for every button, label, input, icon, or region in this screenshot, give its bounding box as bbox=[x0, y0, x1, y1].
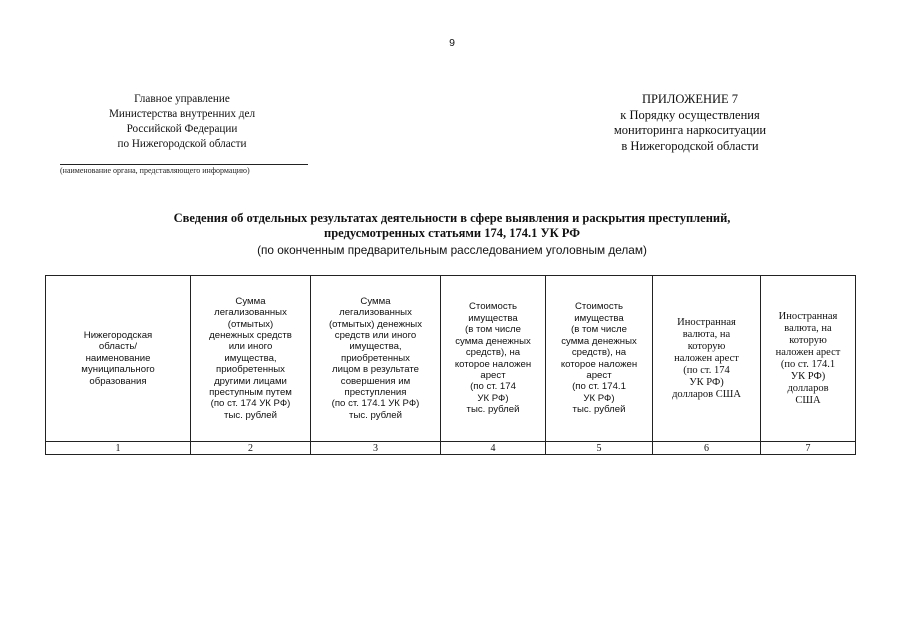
table-header-row bbox=[46, 276, 856, 442]
appendix-line: к Порядку осуществления bbox=[620, 107, 760, 122]
column-header: Стоимость имущества (в том числе сумма денежных средств), на которое наложен арест (по ст. 174 УК РФ) тыс. рублей bbox=[441, 276, 546, 442]
column-number-row bbox=[46, 442, 856, 455]
appendix-line: мониторинга наркоситуации bbox=[613, 123, 767, 137]
appendix-line: ПРИЛОЖЕНИЕ 7 bbox=[641, 92, 739, 106]
column-header: Иностранная валюта, на которую наложен арест (по ст. 174.1 УК РФ) долларов США bbox=[761, 276, 856, 442]
column-header: Сумма легализованных (отмытых) денежных средств или иного имущества, приобретенных лицом в результате совершения им преступления (по ст. 174.1 УК РФ) тыс. рублей bbox=[311, 276, 441, 442]
column-header: Нижегородская область/ наименование муниципального образования bbox=[46, 276, 191, 442]
org-line: Российской Федерации bbox=[126, 123, 238, 135]
column-number: 5 bbox=[546, 442, 653, 455]
data-table bbox=[45, 275, 856, 455]
org-caption: (наименование органа, представляющего информацию) bbox=[60, 166, 250, 175]
report-subtitle: (по оконченным предварительным расследованием уголовным делам) bbox=[257, 243, 647, 257]
column-number: 1 bbox=[46, 442, 191, 455]
page-number: 9 bbox=[449, 37, 455, 49]
column-header: Сумма легализованных (отмытых) денежных средств или иного имущества, приобретенных другими лицами преступным путем (по ст. 174 УК РФ) тыс. рублей bbox=[191, 276, 311, 442]
org-underline bbox=[60, 164, 308, 165]
org-line: Главное управление bbox=[134, 93, 230, 105]
column-number: 3 bbox=[311, 442, 441, 455]
org-line: по Нижегородской области bbox=[117, 138, 247, 150]
org-line: Министерства внутренних дел bbox=[108, 108, 256, 120]
title-line: Сведения об отдельных результатах деятельности в сфере выявления и раскрытия преступлений, bbox=[173, 211, 731, 225]
organization-name bbox=[60, 92, 304, 152]
appendix-line: в Нижегородской области bbox=[621, 138, 759, 153]
column-header: Стоимость имущества (в том числе сумма денежных средств), на которое наложен арест (по ст. 174.1 УК РФ) тыс. рублей bbox=[546, 276, 653, 442]
column-number: 2 bbox=[191, 442, 311, 455]
title-line: предусмотренных статьями 174, 174.1 УК РФ bbox=[324, 226, 580, 240]
report-title bbox=[90, 211, 814, 241]
column-header: Иностранная валюта, на которую наложен арест (по ст. 174 УК РФ) долларов США bbox=[653, 276, 761, 442]
appendix-header bbox=[574, 92, 806, 154]
column-number: 7 bbox=[761, 442, 856, 455]
column-number: 6 bbox=[653, 442, 761, 455]
column-number: 4 bbox=[441, 442, 546, 455]
